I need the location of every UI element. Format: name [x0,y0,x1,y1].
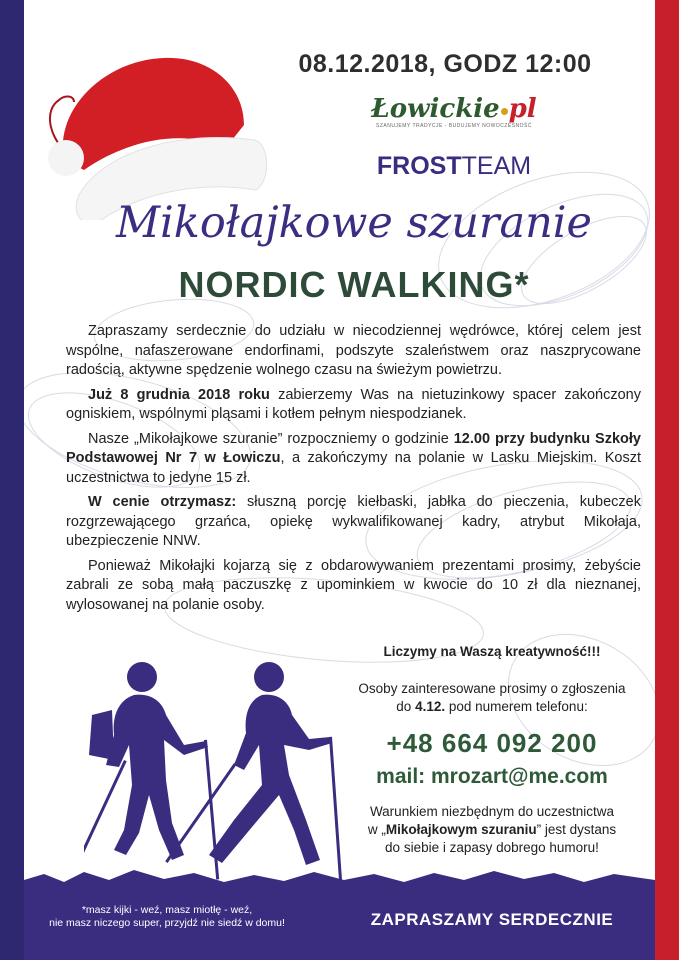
condition-prefix: w „ [367,822,386,837]
frostteam-bold: FROST [376,152,462,180]
participation-condition [342,803,642,857]
location-text: , a zakończymy na polanie w Lasku Miejskim. Koszt uczestnictwa to jedyne 15 zł. [66,450,641,486]
santa-hat-icon [44,40,274,220]
closing-invitation: ZAPRASZAMY SERDECZNIE [370,910,614,929]
logo-dot-icon [501,108,508,115]
paragraph-location [66,430,641,489]
paragraph-invitation: Zapraszamy serdecznie do udziału w niecodziennej wędrówce, której celem jest wspólne, nafaszerowane endorfinami, podszyte szaleństwem oraz naszprycowane radością, aktywne spędzenie wolnego czasu na świeżym powietrzu. [66,323,641,378]
lowickie-logo [354,94,554,129]
paragraph-date [66,386,641,425]
date-text: zabierzemy Was na nietuzinkowy spacer zakończony ogniskiem, wspólnymi pląsami i kotłem pełnym niespodzianek. [66,386,641,422]
nordic-walkers-silhouette-icon [84,655,364,895]
event-date-time: 08.12.2018, GODZ 12:00 [298,50,592,78]
paragraph-gift: Ponieważ Mikołajki kojarzą się z obdarowywaniem prezentami prosimy, żebyście zabrali ze sobą małą paczuszkę z upominkiem w kwocie do 10 zł dla nieznanej, wylosowanej na polanie osoby. [66,557,641,613]
includes-highlight: W cenie otrzymasz: [88,494,237,510]
email-address[interactable]: mail: mrozart@me.com [376,765,608,788]
deadline-prefix: do [396,699,416,714]
includes-text: słuszną porcję kiełbaski, jabłka do pieczenia, kubeczek rozgrzewającego grzańca, opiekę wykwalifikowanej kadry, atrybut Mikołaja, ubezpieczenie NNW. [66,494,641,549]
condition-line-3: do siebie i zapasy dobrego humoru! [385,840,599,855]
footnote-line-1: *masz kijki - weź, masz miotłę - weź, [81,904,253,916]
date-highlight: Już 8 grudnia 2018 roku [88,386,270,403]
condition-line-1: Warunkiem niezbędnym do uczestnictwa [369,804,615,819]
poster-subtitle: NORDIC WALKING* [178,264,530,305]
registration-line-2 [342,698,642,716]
location-highlight: 12.00 przy budynku Szkoły Podstawowej Nr 7 w Łowiczu [66,430,641,466]
logo-pl-text: pl [508,94,537,124]
location-intro: Nasze „Mikołajkowe szuranie” rozpoczniemy o godzinie [88,430,454,447]
registration-info [342,680,642,716]
registration-line-1: Osoby zainteresowane prosimy o zgłoszenia [358,681,626,696]
deadline-date: 4.12. [415,699,446,714]
condition-highlight: Mikołajkowym szuraniu [385,822,537,837]
left-border-stripe [0,0,24,960]
logo-main-text: Łowickie [371,94,500,124]
poster-title: Mikołajkowe szuranie [115,198,592,248]
footnote [32,904,302,930]
frostteam-logo [354,152,554,181]
condition-suffix: ” jest dystans [536,822,617,837]
frostteam-light: TEAM [461,152,532,180]
paragraph-price-includes [66,493,641,552]
logo-tagline: SZANUJEMY TRADYCJE - BUDUJEMY NOWOCZESNOŚĆ [375,123,532,129]
body-text [66,322,641,620]
right-border-stripe [655,0,679,960]
phone-number[interactable]: +48 664 092 200 [386,728,598,758]
condition-line-2 [342,821,642,839]
footnote-line-2: nie masz niczego super, przyjdź nie siedź w domu! [49,917,285,929]
creativity-line: Liczymy na Waszą kreatywność!!! [383,644,601,659]
deadline-suffix: pod numerem telefonu: [445,699,588,714]
poster-content [24,0,655,960]
